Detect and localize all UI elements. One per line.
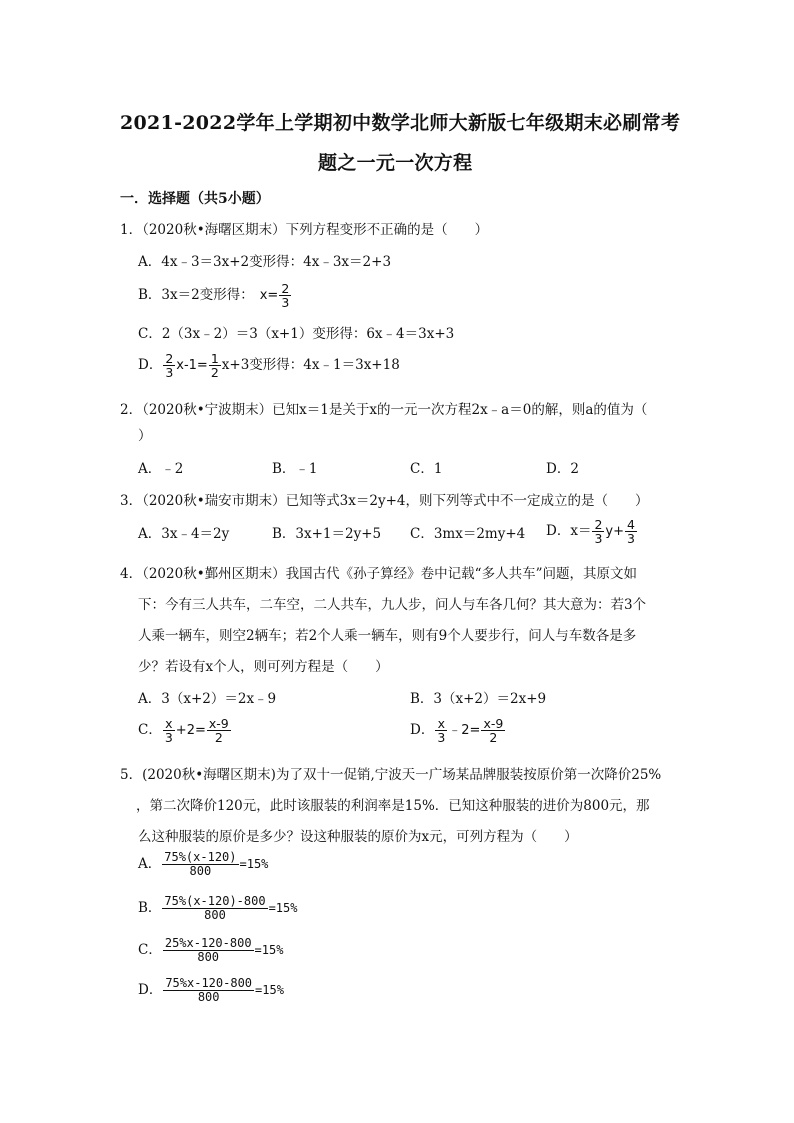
question-5-line-2: ，第二次降价120元，此时该服装的利润率是15%．已知这种服装的进价为800元，那	[136, 798, 650, 814]
q3-option-d	[546, 512, 638, 551]
q5-option-b-den: 800	[204, 908, 226, 922]
q4-option-c-fraction-1	[163, 717, 175, 744]
question-5-number: 5．	[120, 767, 143, 783]
q5-option-b-fraction	[162, 895, 267, 921]
q1-option-b-x: x=	[259, 288, 279, 303]
q1-option-d-tail: x+3变形得：4x﹣1＝3x+18	[221, 357, 400, 373]
q5-option-c-fraction	[163, 937, 254, 963]
q3-option-d-num-1: 2	[594, 516, 603, 532]
q5-option-d	[138, 972, 284, 1008]
q1-option-d-den-1: 3	[165, 365, 174, 380]
q3-option-d-pre: x＝	[570, 523, 592, 539]
doc-title-line-2: 题之一元一次方程	[318, 152, 473, 174]
q5-option-b-tail: =15%	[268, 901, 298, 915]
q2-option-a-text: ﹣2	[161, 461, 184, 477]
q4-option-d-fraction-1	[435, 717, 447, 744]
question-5-line-3: 么这种服装的原价是多少？设这种服装的原价为x元，可列方程为（ ）	[138, 829, 578, 845]
q2-option-a	[138, 457, 183, 477]
question-4-text-1: （2020秋•鄞州区期末）我国古代《孙子算经》卷中记载“多人共车”问题，其原文如	[142, 566, 637, 582]
q1-option-d-num-2: 1	[210, 350, 219, 366]
q1-option-d	[138, 346, 400, 385]
q5-option-d-tail: =15%	[255, 983, 284, 997]
q1-option-b-fraction	[279, 282, 291, 309]
q4-option-c-num-1: x	[163, 717, 175, 731]
q3-option-c-text: 3mx＝2my+4	[433, 526, 526, 542]
question-3	[120, 489, 648, 509]
q2-option-d-text: 2	[570, 461, 579, 477]
question-1	[120, 218, 488, 238]
q2-option-c-text: 1	[433, 461, 443, 477]
question-5-line-1	[120, 763, 661, 783]
q4-option-d-fraction-2	[481, 717, 505, 744]
q3-option-d-num-2: 4	[627, 516, 635, 532]
question-4-line-3: 人乘一辆车，则空2辆车；若2个人乘一辆车，则有9个人要步行，问人与车数各是多	[138, 628, 637, 644]
q5-option-d-fraction	[163, 977, 254, 1003]
q1-option-d-mid: x-1=	[176, 358, 208, 373]
question-4-line-2: 下：今有三人共车，二车空，二人共车，九人步，问人与车各几何？其大意为：若3个	[138, 597, 647, 613]
q2-option-b-label: B．	[272, 461, 296, 477]
question-2-stem: （2020秋•宁波期末）已知x＝1是关于x的一元一次方程2x﹣a＝0的解，则a的值为（	[142, 402, 648, 418]
q4-option-d-den-1: 3	[437, 730, 446, 745]
q5-option-a-num: 75%(x-120)	[164, 850, 237, 865]
q3-option-d-den-2: 3	[627, 531, 635, 546]
q1-option-d-den-2: 2	[210, 365, 219, 380]
q2-option-c-label: C．	[410, 461, 434, 477]
q4-option-d-num-2: x-9	[483, 715, 504, 731]
question-4-number: 4．	[120, 566, 143, 582]
question-2	[120, 398, 647, 418]
q4-option-d-num-1: x	[435, 717, 447, 731]
q5-option-b	[138, 890, 297, 926]
q5-option-c	[138, 932, 283, 968]
q1-option-d-label: D．	[138, 357, 163, 373]
q1-option-d-fraction-2	[209, 352, 221, 379]
q1-option-b-num: 2	[281, 280, 290, 296]
q4-option-c-den-2: 2	[214, 730, 223, 745]
q3-option-c	[410, 522, 525, 542]
q1-option-c-label: C．	[138, 326, 162, 342]
q3-option-c-label: C．	[410, 526, 434, 542]
question-2-number: 2．	[120, 402, 143, 418]
q5-option-a-tail: =15%	[239, 857, 269, 871]
q5-option-a	[138, 846, 268, 882]
q1-option-c-text: 2（3x﹣2）＝3（x+1）变形得：6x﹣4＝3x+3	[161, 326, 455, 342]
q1-option-d-fraction-1	[163, 352, 175, 379]
q2-option-d-label: D．	[546, 461, 571, 477]
q3-option-d-mid: y+	[605, 524, 624, 539]
q2-option-b-text: ﹣1	[295, 461, 318, 477]
q2-option-a-label: A．	[138, 461, 162, 477]
q5-option-d-num: 75%x-120-800	[165, 976, 253, 991]
q4-option-c-den-1: 3	[164, 730, 173, 745]
q2-option-c	[410, 457, 442, 477]
question-3-stem: （2020秋•瑞安市期末）已知等式3x＝2y+4，则下列等式中不一定成立的是（ ）	[142, 493, 649, 509]
q5-option-d-den: 800	[197, 990, 220, 1004]
q5-option-c-label: C．	[138, 942, 162, 958]
question-4-line-1	[120, 562, 637, 582]
doc-title-line-1: 2021-2022学年上学期初中数学北师大新版七年级期末必刷常考	[120, 112, 681, 134]
question-4-line-4: 少？若设有x个人，则可列方程是（ ）	[138, 659, 389, 675]
q3-option-d-den-1: 3	[594, 531, 603, 546]
q3-option-a-text: 3x﹣4＝2y	[161, 526, 230, 542]
q3-option-b-text: 3x+1＝2y+5	[295, 526, 382, 542]
q4-option-c-num-2: x-9	[208, 715, 229, 731]
q4-option-c-label: C．	[138, 722, 162, 738]
q3-option-a	[138, 522, 229, 542]
q4-option-b-label: B．	[410, 691, 434, 707]
q5-option-a-den: 800	[189, 864, 212, 878]
q5-option-b-label: B．	[138, 900, 162, 916]
q4-option-c	[138, 711, 232, 750]
q5-option-a-fraction	[162, 851, 238, 877]
question-1-stem: （2020秋•海曙区期末）下列方程变形不正确的是（ ）	[142, 222, 489, 238]
q4-option-d-den-2: 2	[489, 730, 498, 745]
q1-option-a-text: 4x﹣3＝3x+2变形得：4x﹣3x＝2+3	[161, 254, 392, 270]
q4-option-c-mid: +2=	[175, 723, 206, 738]
q4-option-c-fraction-2	[207, 717, 231, 744]
q1-option-b-label: B．	[138, 287, 162, 303]
q1-option-b-left: 3x＝2变形得：	[161, 287, 254, 303]
q2-option-d	[546, 457, 579, 477]
question-1-number: 1．	[120, 222, 143, 238]
q3-option-d-label: D．	[546, 523, 571, 539]
q5-option-c-num: 25%x-120-800	[164, 936, 252, 951]
q1-option-a	[138, 250, 391, 270]
q4-option-d	[410, 711, 506, 750]
q1-option-a-label: A．	[138, 254, 162, 270]
q4-option-d-label: D．	[410, 722, 435, 738]
q5-option-c-tail: =15%	[254, 943, 284, 957]
q4-option-a-text: 3（x+2）＝2x﹣9	[161, 691, 277, 707]
section-heading: 一．选择题（共5小题）	[120, 191, 270, 207]
question-5-text-1: (2020秋•海曙区期末)为了双十一促销,宁波天一广场某品牌服装按原价第一次降价25%	[142, 767, 662, 783]
q1-option-d-num-1: 2	[165, 350, 174, 366]
q3-option-b-label: B．	[272, 526, 296, 542]
q3-option-a-label: A．	[138, 526, 162, 542]
q3-option-b	[272, 522, 381, 542]
q4-option-b-text: 3（x+2）＝2x+9	[433, 691, 547, 707]
q4-option-b	[410, 687, 546, 707]
q5-option-a-label: A．	[138, 856, 162, 872]
q4-option-d-mid: ﹣2=	[448, 723, 481, 738]
q3-option-d-fraction-2	[625, 518, 637, 545]
q1-option-b	[138, 276, 292, 315]
q2-option-b	[272, 457, 318, 477]
question-2-stem-end: ）	[138, 428, 152, 444]
q4-option-a	[138, 687, 276, 707]
q4-option-a-label: A．	[138, 691, 162, 707]
q3-option-d-fraction-1	[592, 518, 604, 545]
q5-option-b-num: 75%(x-120)-800	[164, 894, 266, 909]
q1-option-b-den: 3	[281, 295, 290, 310]
question-3-number: 3．	[120, 493, 143, 509]
q5-option-d-label: D．	[138, 982, 163, 998]
q1-option-c	[138, 322, 454, 342]
q5-option-c-den: 800	[197, 950, 220, 964]
